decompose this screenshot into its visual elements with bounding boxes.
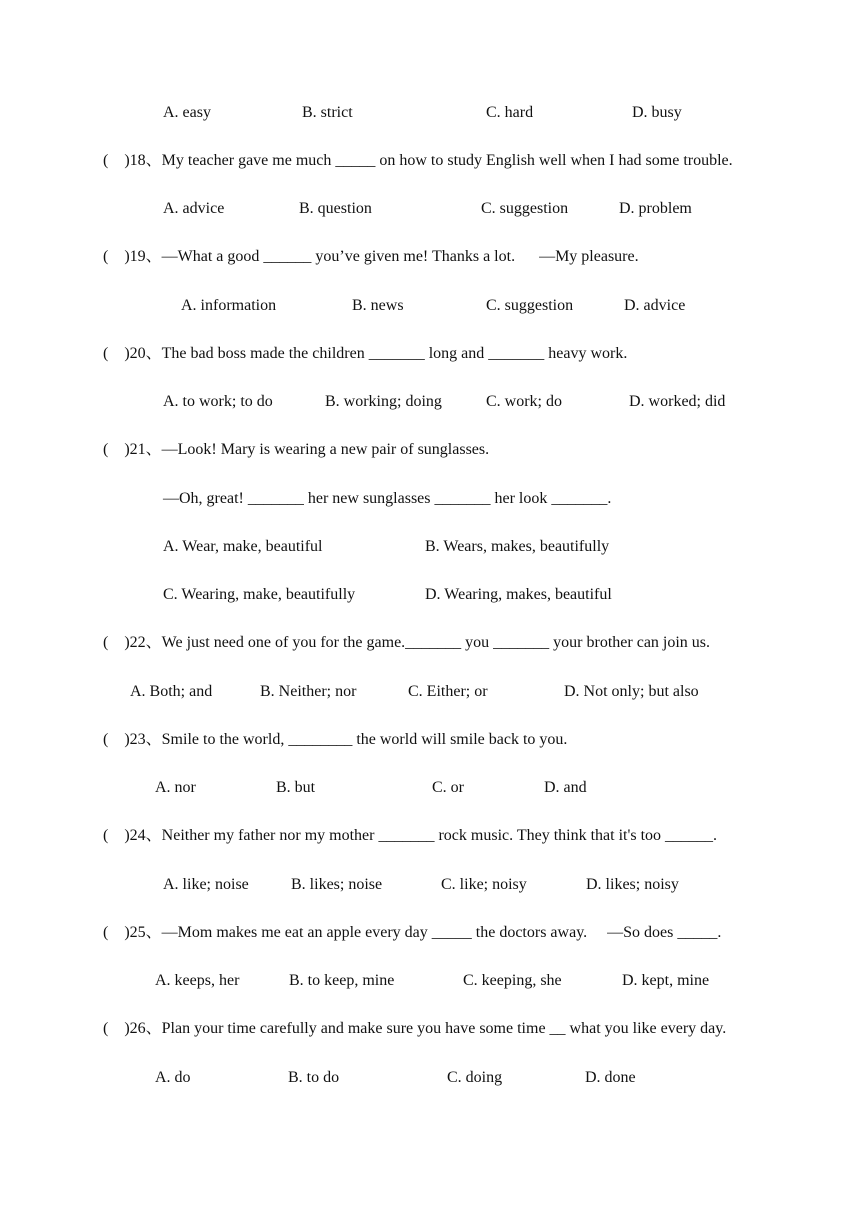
option-c: C. or [432,779,464,796]
option-c: C. doing [447,1069,503,1086]
option-d: D. Wearing, makes, beautiful [425,586,612,603]
option-b: B. Neither; nor [260,683,357,700]
option-d: D. worked; did [629,393,726,410]
option-c: C. suggestion [486,297,574,314]
question-stem: ( )26、Plan your time carefully and make sure you have some time __ what you like every day. [103,1020,727,1037]
option-c: C. keeping, she [463,972,562,989]
option-b: B. to do [288,1069,340,1086]
option-a: A. Wear, make, beautiful [163,538,323,555]
option-a: A. to work; to do [163,393,273,410]
option-d: D. kept, mine [622,972,710,989]
option-a: A. Both; and [130,683,213,700]
option-c: C. suggestion [481,200,569,217]
option-c: C. Either; or [408,683,488,700]
option-b: B. question [299,200,372,217]
option-b: B. Wears, makes, beautifully [425,538,610,555]
option-c: C. like; noisy [441,876,527,893]
option-b: B. news [352,297,404,314]
option-c: C. hard [486,104,534,121]
question-stem: ( )22、We just need one of you for the game._______ you _______ your brother can join us. [103,634,711,651]
option-a: A. keeps, her [155,972,240,989]
question-stem: ( )20、The bad boss made the children _______ long and _______ heavy work. [103,345,628,362]
option-b: B. working; doing [325,393,442,410]
option-a: A. information [181,297,277,314]
option-b: B. to keep, mine [289,972,395,989]
option-c: C. Wearing, make, beautifully [163,586,356,603]
option-d: D. done [585,1069,636,1086]
option-b: B. strict [302,104,353,121]
question-stem: ( )21、—Look! Mary is wearing a new pair of sunglasses. [103,441,490,458]
option-d: D. and [544,779,587,796]
question-stem: ( )19、—What a good ______ you’ve given me! Thanks a lot. —My pleasure. [103,248,639,265]
question-stem: ( )18、My teacher gave me much _____ on how to study English well when I had some trouble. [103,152,733,169]
option-d: D. advice [624,297,686,314]
option-b: B. likes; noise [291,876,383,893]
option-a: A. nor [155,779,196,796]
question-stem: ( )25、—Mom makes me eat an apple every day _____ the doctors away. —So does _____. [103,924,722,941]
option-c: C. work; do [486,393,562,410]
option-a: A. like; noise [163,876,249,893]
option-a: A. do [155,1069,191,1086]
option-d: D. busy [632,104,682,121]
option-d: D. Not only; but also [564,683,699,700]
option-a: A. advice [163,200,225,217]
option-a: A. easy [163,104,211,121]
question-stem: ( )23、Smile to the world, ________ the world will smile back to you. [103,731,568,748]
question-stem-continued: —Oh, great! _______ her new sunglasses _______ her look _______. [163,490,612,507]
question-stem: ( )24、Neither my father nor my mother _______ rock music. They think that it's too ______. [103,827,718,844]
option-b: B. but [276,779,316,796]
option-d: D. problem [619,200,692,217]
option-d: D. likes; noisy [586,876,679,893]
